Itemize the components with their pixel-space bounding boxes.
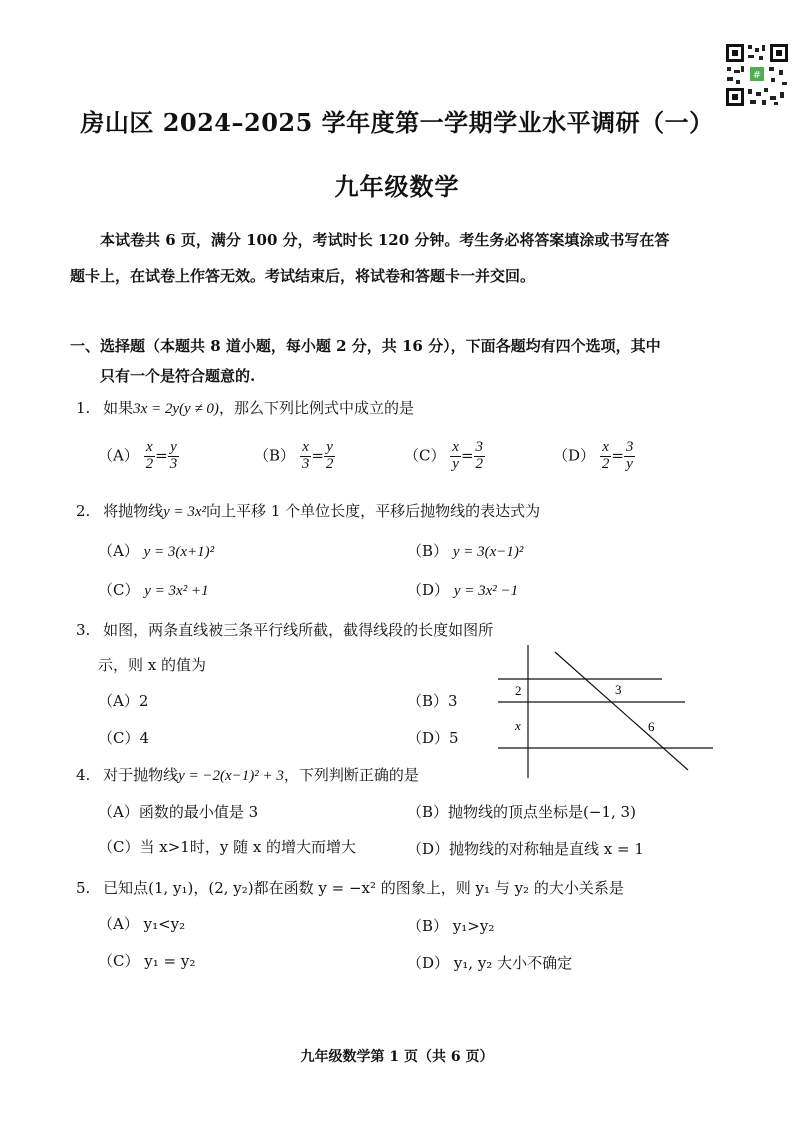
question-stem: ，下列判断正确的是 (283, 766, 419, 784)
question-stem: ，那么下列比例式中成立的是 (218, 399, 414, 417)
q1-option-a[interactable]: （A） $\frac{x}{2}$ = $\frac{y}{3}$ (98, 439, 178, 472)
option-label: （D） (407, 729, 450, 747)
option-text: y₁, y₂ 大小不确定 (453, 954, 573, 972)
q5-option-d[interactable] (407, 952, 572, 973)
label-3: 3 (615, 682, 622, 697)
svg-text:#: # (752, 70, 762, 81)
question-number: 3. (76, 621, 91, 639)
fraction-numerator: x (452, 439, 459, 455)
fraction-denominator: 2 (475, 455, 484, 472)
option-label: （A） (98, 803, 139, 821)
fraction-numerator: x (146, 439, 153, 455)
section-heading-line-1: 一、选择题（本题共 8 道小题，每小题 2 分，共 16 分），下面各题均有四个选项，其中 (70, 337, 661, 355)
fraction-numerator: 3 (625, 439, 634, 455)
q1-option-c[interactable]: （C） $\frac{x}{y}$ = $\frac{3}{2}$ (404, 439, 484, 472)
option-text: y = 3(x−1)² (452, 544, 524, 560)
question-3 (76, 619, 493, 640)
option-label: （A） (98, 542, 139, 560)
q2-option-a[interactable] (98, 540, 214, 561)
option-label: （A） (98, 446, 139, 465)
option-text: y = 3x² +1 (144, 583, 209, 599)
instructions (70, 222, 730, 294)
question-4 (76, 764, 419, 785)
q2-option-c[interactable] (98, 579, 209, 600)
label-2: 2 (515, 683, 522, 698)
instructions-line-1: 本试卷共 6 页，满分 100 分，考试时长 120 分钟。考生务必将答案填涂或书写在答 (100, 231, 670, 249)
option-text: 3 (448, 692, 458, 710)
fraction-denominator: 2 (601, 455, 610, 472)
q2-option-b[interactable] (407, 540, 523, 561)
question-5 (76, 877, 624, 898)
label-6: 6 (648, 719, 655, 734)
q4-option-d[interactable] (407, 838, 644, 859)
question-stem: 如图，两条直线被三条平行线所截，截得线段的长度如图所 (103, 621, 494, 639)
q5-option-b[interactable] (407, 915, 494, 936)
fraction-numerator: x (602, 439, 609, 455)
option-text: 4 (139, 729, 150, 747)
option-label: （B） (407, 803, 449, 821)
option-text: 当 x>1时，y 随 x 的增大而增大 (139, 838, 357, 856)
fraction-numerator: 3 (475, 439, 484, 455)
q5-option-c[interactable] (98, 950, 195, 971)
option-text: y₁<y₂ (143, 915, 186, 933)
q4-option-b[interactable] (407, 801, 636, 822)
option-text: y = 3(x+1)² (143, 544, 215, 560)
question-stem: 向上平移 1 个单位长度，平移后抛物线的表达式为 (206, 502, 541, 520)
fraction-denominator: 2 (325, 455, 334, 472)
equation: y = 3x² (163, 504, 207, 520)
fraction-numerator: y (170, 439, 177, 455)
section-heading (70, 331, 730, 391)
option-label: （C） (98, 581, 140, 599)
question-2 (76, 500, 540, 521)
option-label: （C） (98, 838, 140, 856)
q1-option-d[interactable]: （D） $\frac{x}{2}$ = $\frac{3}{y}$ (553, 439, 634, 472)
question-stem: 对于抛物线 (103, 766, 179, 784)
page-footer: 九年级数学第 1 页（共 6 页） (300, 1049, 494, 1065)
label-x: x (515, 718, 521, 733)
option-text: 抛物线的对称轴是直线 x = 1 (449, 840, 644, 858)
option-label: （B） (407, 917, 449, 935)
option-text: y₁ = y₂ (144, 952, 196, 970)
option-label: （D） (407, 840, 450, 858)
option-label: （C） (98, 729, 140, 747)
question-number: 4. (76, 766, 91, 784)
option-text: 2 (138, 692, 149, 710)
q4-option-c[interactable] (98, 836, 356, 857)
q3-option-a[interactable] (98, 690, 148, 711)
fraction-denominator: 2 (145, 455, 154, 472)
option-label: （D） (407, 581, 450, 599)
option-text: 抛物线的顶点坐标是(−1, 3) (448, 803, 636, 821)
option-text: y₁>y₂ (452, 917, 495, 935)
parallel-lines-figure (495, 640, 720, 785)
fraction-denominator: y (452, 455, 459, 472)
fraction-numerator: x (302, 439, 309, 455)
option-label: （B） (254, 446, 296, 465)
question-stem: 将抛物线 (103, 502, 164, 520)
q3-option-d[interactable] (407, 727, 459, 748)
option-label: （B） (407, 542, 449, 560)
fraction-numerator: y (326, 439, 333, 455)
instructions-line-2: 题卡上，在试卷上作答无效。考试结束后，将试卷和答题卡一并交回。 (70, 267, 536, 285)
option-label: （A） (98, 692, 139, 710)
option-label: （D） (407, 954, 450, 972)
option-label: （C） (404, 446, 446, 465)
fraction-denominator: 3 (169, 455, 178, 472)
q3-option-c[interactable] (98, 727, 149, 748)
page-subtitle: 九年级数学 (334, 172, 460, 201)
option-text: 函数的最小值是 3 (138, 803, 259, 821)
fraction-denominator: 3 (301, 455, 310, 472)
page-title: 房山区 2024–2025 学年度第一学期学业水平调研（一） (80, 108, 714, 137)
question-1 (76, 397, 414, 418)
question-stem: 如果 (103, 399, 134, 417)
question-stem: 已知点(1, y₁)，(2, y₂)都在函数 y = −x² 的图象上，则 y₁ 与 y₂ 的大小关系是 (103, 879, 624, 897)
q2-option-d[interactable] (407, 579, 518, 600)
option-label: （A） (98, 915, 139, 933)
question-number: 5. (76, 879, 91, 897)
q4-option-a[interactable] (98, 801, 258, 822)
option-label: （C） (98, 952, 140, 970)
section-heading-line-2: 只有一个是符合题意的. (100, 367, 256, 385)
option-label: （B） (407, 692, 449, 710)
q1-option-b[interactable]: （B） $\frac{x}{3}$ = $\frac{y}{2}$ (254, 439, 334, 472)
qr-code-image (724, 42, 790, 108)
q5-option-a[interactable] (98, 913, 185, 934)
question-number: 2. (76, 502, 91, 520)
q3-option-b[interactable] (407, 690, 458, 711)
option-label: （D） (553, 446, 596, 465)
equation: y = −2(x−1)² + 3 (178, 768, 284, 784)
fraction-denominator: y (626, 455, 633, 472)
question-number: 1. (76, 399, 91, 417)
option-text: 5 (449, 729, 459, 747)
option-text: y = 3x² −1 (453, 583, 519, 599)
equation: 3x = 2y(y ≠ 0) (133, 401, 219, 417)
question-3-stem-line-2: 示，则 x 的值为 (98, 656, 206, 674)
